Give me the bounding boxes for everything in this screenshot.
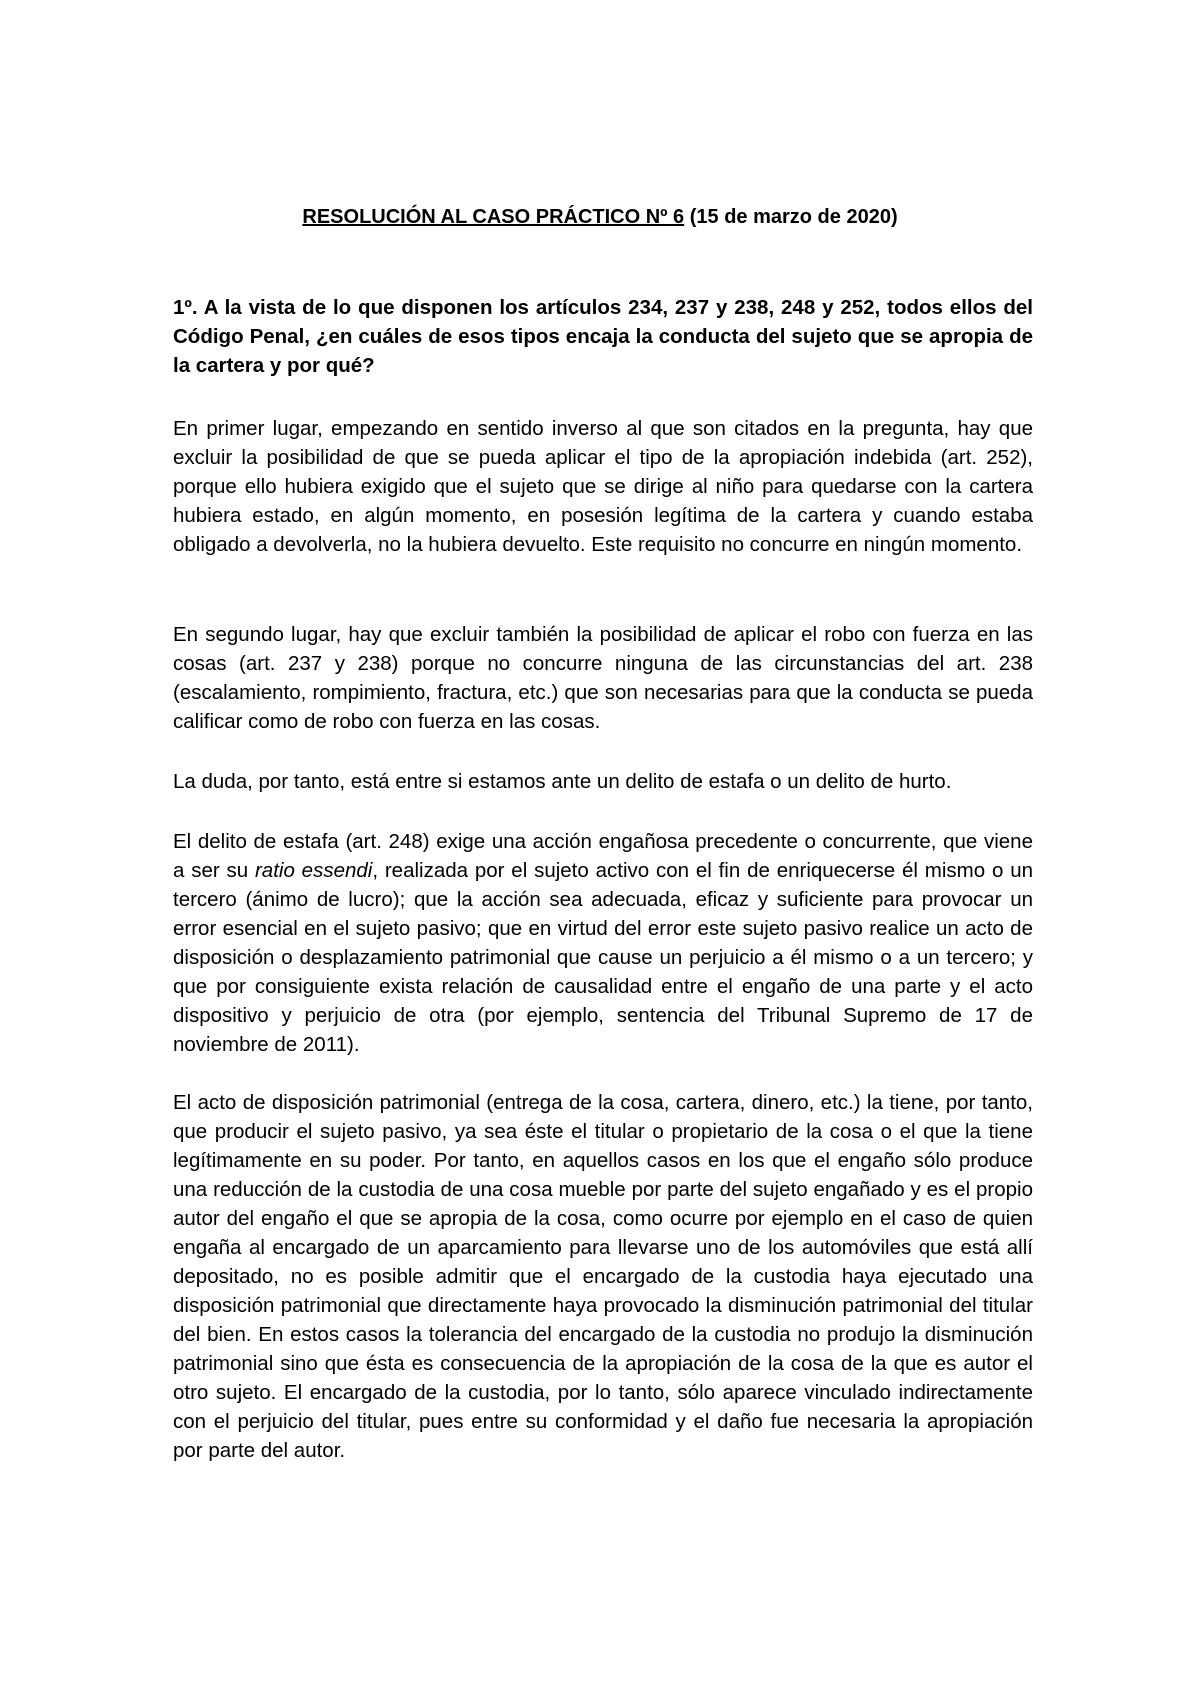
question-paragraph: 1º. A la vista de lo que disponen los artículos 234, 237 y 238, 248 y 252, todos ellos del Código Penal, ¿en cuáles de esos tipos encaja la conducta del sujeto que se apropia de la cartera y por qué? <box>173 296 1033 377</box>
paragraph-disposicion-patrimonial: El acto de disposición patrimonial (entrega de la cosa, cartera, dinero, etc.) la tiene, por tanto, que producir el sujeto pasivo, ya sea éste el titular o propietario de la cosa o el que la tiene legítimamente en su poder. Por tanto, en aquellos casos en los que el engaño sólo produce una reducción de la custodia de una cosa mueble por parte del sujeto engañado y es el propio autor del engaño el que se apropia de la cosa, como ocurre por ejemplo en el caso de quien engaña al encargado de un aparcamiento para llevarse uno de los automóviles que está allí depositado, no es posible admitir que el encargado de la custodia haya ejecutado una disposición patrimonial que directamente haya provocado la disminución patrimonial del titular del bien. En estos casos la tolerancia del encargado de la custodia no produjo la disminución patrimonial sino que ésta es consecuencia de la apropiación de la cosa de la que es autor el otro sujeto. El encargado de la custodia, por lo tanto, sólo aparece vinculado indirectamente con el perjuicio del titular, pues entre su conformidad y el daño fue necesaria la apropiación por parte del autor. <box>173 1091 1033 1462</box>
paragraph-apropiacion-indebida: En primer lugar, empezando en sentido inverso al que son citados en la pregunta, hay que excluir la posibilidad de que se pueda aplicar el tipo de la apropiación indebida (art. 252), porque ello hubiera exigido que el sujeto que se dirige al niño para quedarse con la cartera hubiera estado, en algún momento, en posesión legítima de la cartera y cuando estaba obligado a devolverla, no la hubiera devuelto. Este requisito no concurre en ningún momento. <box>173 417 1033 556</box>
paragraph-estafa <box>173 827 1033 1059</box>
estafa-text-start: El delito de estafa (art. 248) exige una acción engañosa precedente o concurrente, que viene a ser su <box>173 830 1033 882</box>
document-title <box>0 202 1200 232</box>
title-underlined: RESOLUCIÓN AL CASO PRÁCTICO Nº 6 <box>302 206 685 228</box>
ratio-essendi: ratio essendi <box>254 859 373 882</box>
paragraph-robo-con-fuerza: En segundo lugar, hay que excluir también la posibilidad de aplicar el robo con fuerza en las cosas (art. 237 y 238) porque no concurre ninguna de las circunstancias del art. 238 (escalamiento, rompimiento, fractura, etc.) que son necesarias para que la conducta se pueda calificar como de robo con fuerza en las cosas. <box>173 623 1033 733</box>
paragraph-duda: La duda, por tanto, está entre si estamos ante un delito de estafa o un delito de hurto. <box>173 770 952 793</box>
estafa-text-end: , realizada por el sujeto activo con el fin de enriquecerse él mismo o un tercero (ánimo de lucro); que la acción sea adecuada, eficaz y suficiente para provocar un error esencial en el sujeto pasivo; que en virtud del error este sujeto pasivo realice un acto de disposición o desplazamiento patrimonial que cause un perjuicio a él mismo o a un tercero; y que por consiguiente exista relación de causalidad entre el engaño de una parte y el acto dispositivo y perjuicio de otra (por ejemplo, sentencia del Tribunal Supremo de 17 de noviembre de 2011). <box>173 859 1033 1056</box>
title-date: (15 de marzo de 2020) <box>684 206 898 228</box>
